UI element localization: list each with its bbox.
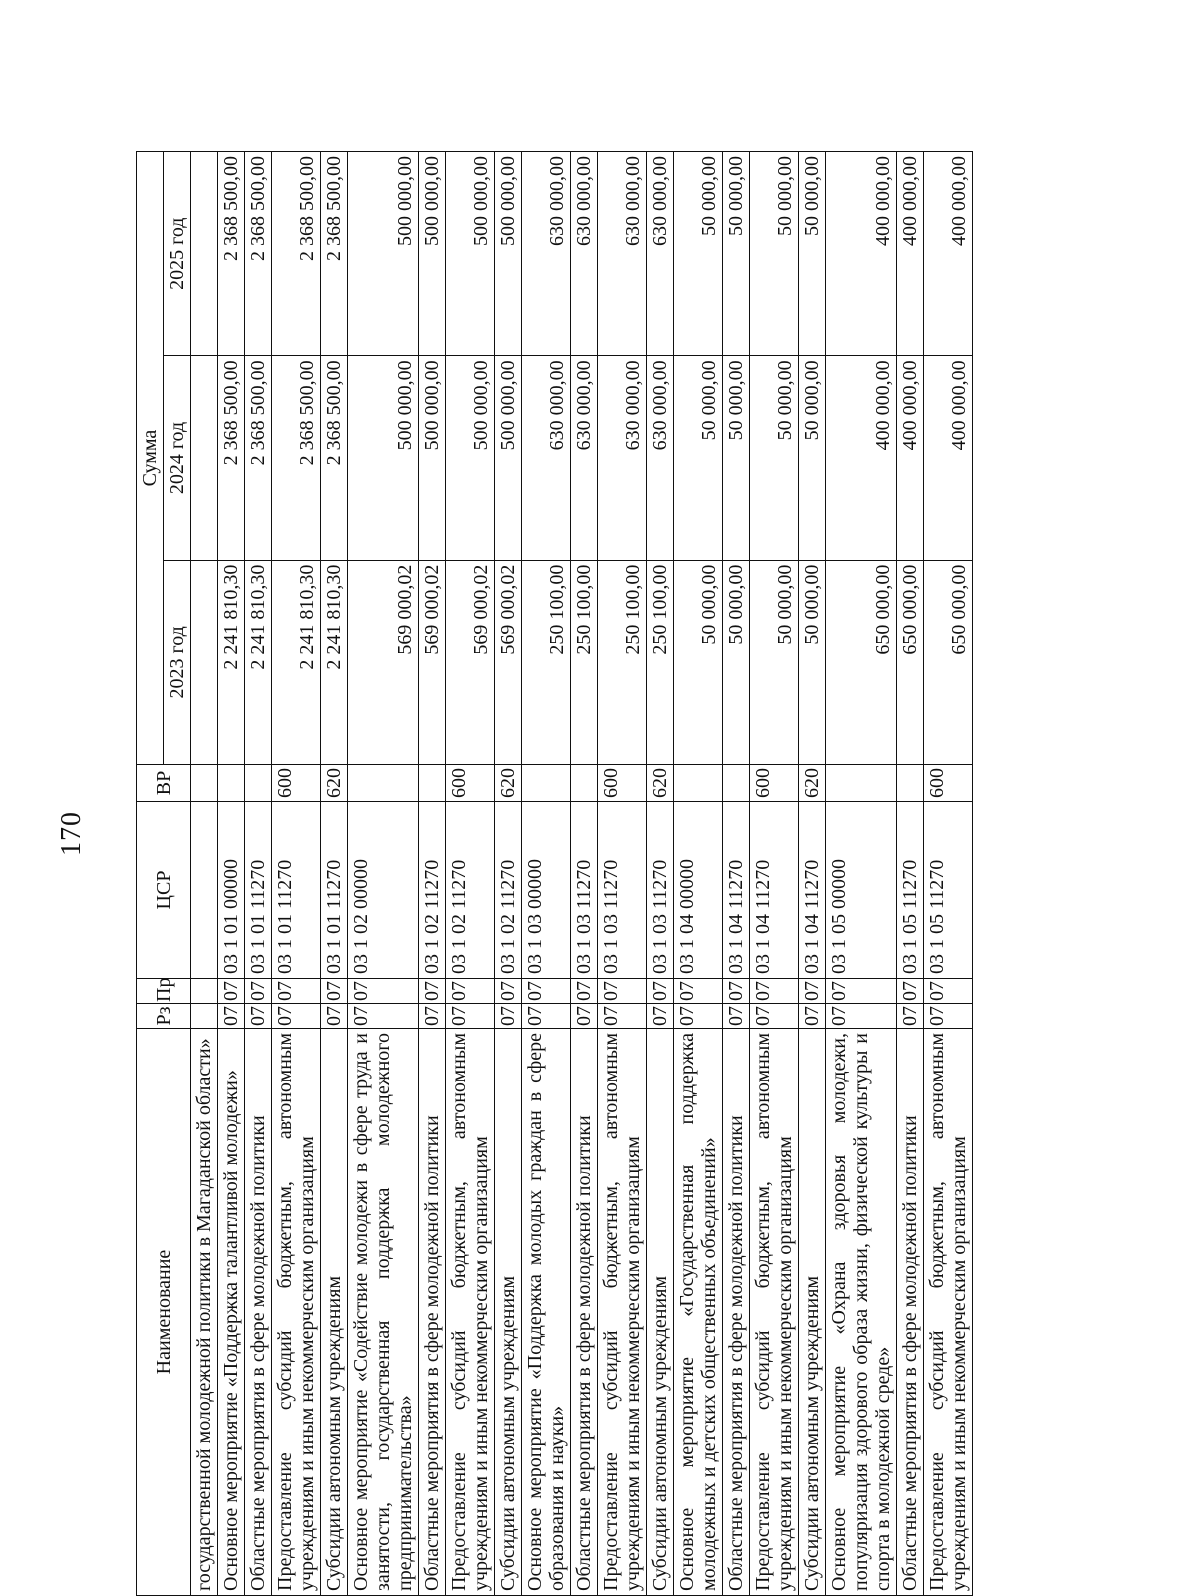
cell-2024: 630 000,00 bbox=[571, 356, 598, 560]
page-number: 170 bbox=[56, 811, 87, 856]
cell-2024: 2 368 500,00 bbox=[272, 356, 321, 560]
cell-vr bbox=[218, 765, 245, 802]
cell-2024: 630 000,00 bbox=[647, 356, 674, 560]
cell-2024: 2 368 500,00 bbox=[245, 356, 272, 560]
cell-2025: 630 000,00 bbox=[571, 152, 598, 356]
cell-name-text: Предоставление субсидий бюджетным, автономным учреждениям и иным некоммерческим организациям bbox=[752, 1033, 796, 1591]
cell-rz: 07 bbox=[419, 1004, 446, 1029]
cell-pr: 07 bbox=[598, 979, 647, 1004]
cell-pr: 07 bbox=[723, 979, 750, 1004]
cell-rz: 07 bbox=[272, 1004, 321, 1029]
cell-2023: 569 000,02 bbox=[419, 560, 446, 764]
table-row bbox=[419, 152, 446, 1596]
table-row bbox=[598, 152, 647, 1596]
cell-pr: 07 bbox=[348, 979, 419, 1004]
cell-2025: 50 000,00 bbox=[723, 152, 750, 356]
cell-vr: 600 bbox=[598, 765, 647, 802]
cell-vr: 620 bbox=[495, 765, 522, 802]
cell-csr: 03 1 03 11270 bbox=[571, 802, 598, 979]
table-row bbox=[522, 152, 571, 1596]
header-2023: 2023 год bbox=[164, 560, 191, 764]
cell-csr: 03 1 03 11270 bbox=[647, 802, 674, 979]
table-row bbox=[723, 152, 750, 1596]
cell-2025: 2 368 500,00 bbox=[245, 152, 272, 356]
header-rz: Рз bbox=[137, 1004, 191, 1029]
cell-vr bbox=[897, 765, 924, 802]
cell-csr: 03 1 03 11270 bbox=[598, 802, 647, 979]
table-body bbox=[191, 152, 973, 1596]
cell-vr bbox=[419, 765, 446, 802]
cell-name bbox=[571, 1029, 598, 1596]
cell-pr: 07 bbox=[218, 979, 245, 1004]
cell-rz: 07 bbox=[897, 1004, 924, 1029]
cell-2025 bbox=[191, 152, 218, 356]
cell-2024: 500 000,00 bbox=[348, 356, 419, 560]
cell-vr: 600 bbox=[750, 765, 799, 802]
table-row bbox=[446, 152, 495, 1596]
cell-csr: 03 1 01 11270 bbox=[272, 802, 321, 979]
cell-2023: 569 000,02 bbox=[495, 560, 522, 764]
cell-name-text: Предоставление субсидий бюджетным, автономным учреждениям и иным некоммерческим организациям bbox=[274, 1033, 318, 1591]
cell-name-text: Основное мероприятие «Поддержка талантливой молодежи» bbox=[220, 1070, 242, 1591]
cell-name bbox=[191, 1029, 218, 1596]
cell-vr: 600 bbox=[446, 765, 495, 802]
cell-pr: 07 bbox=[924, 979, 973, 1004]
cell-2025: 500 000,00 bbox=[495, 152, 522, 356]
cell-csr: 03 1 05 00000 bbox=[826, 802, 897, 979]
cell-vr: 620 bbox=[799, 765, 826, 802]
cell-2023: 50 000,00 bbox=[674, 560, 723, 764]
table-row bbox=[826, 152, 897, 1596]
cell-name bbox=[674, 1029, 723, 1596]
table-row bbox=[348, 152, 419, 1596]
cell-name-text: Областные мероприятия в сфере молодежной политики bbox=[573, 1115, 595, 1591]
cell-csr: 03 1 02 11270 bbox=[419, 802, 446, 979]
cell-2023: 50 000,00 bbox=[723, 560, 750, 764]
cell-2023: 250 100,00 bbox=[647, 560, 674, 764]
table-row bbox=[272, 152, 321, 1596]
cell-2023: 250 100,00 bbox=[598, 560, 647, 764]
cell-2025: 500 000,00 bbox=[419, 152, 446, 356]
cell-name-text: Субсидии автономным учреждениям bbox=[497, 1275, 519, 1591]
cell-name-text: Субсидии автономным учреждениям bbox=[801, 1275, 823, 1591]
cell-name-text: Основное мероприятие «Поддержка молодых граждан в сфере образования и науки» bbox=[524, 1033, 568, 1591]
cell-name-text: Основное мероприятие «Государственная поддержка молодежных и детских общественных объединений» bbox=[676, 1033, 720, 1591]
cell-rz: 07 bbox=[571, 1004, 598, 1029]
cell-2025: 630 000,00 bbox=[598, 152, 647, 356]
cell-pr: 07 bbox=[446, 979, 495, 1004]
cell-vr: 620 bbox=[321, 765, 348, 802]
cell-2023: 250 100,00 bbox=[571, 560, 598, 764]
cell-name bbox=[522, 1029, 571, 1596]
cell-rz: 07 bbox=[218, 1004, 245, 1029]
cell-csr: 03 1 05 11270 bbox=[897, 802, 924, 979]
cell-rz: 07 bbox=[321, 1004, 348, 1029]
cell-2024: 2 368 500,00 bbox=[321, 356, 348, 560]
cell-csr: 03 1 04 00000 bbox=[674, 802, 723, 979]
cell-pr bbox=[191, 979, 218, 1004]
rotated-page bbox=[0, 76, 1200, 1596]
cell-name bbox=[799, 1029, 826, 1596]
cell-pr: 07 bbox=[522, 979, 571, 1004]
cell-name bbox=[924, 1029, 973, 1596]
cell-name bbox=[495, 1029, 522, 1596]
cell-2023: 50 000,00 bbox=[750, 560, 799, 764]
cell-rz: 07 bbox=[348, 1004, 419, 1029]
cell-2024: 400 000,00 bbox=[897, 356, 924, 560]
cell-2025: 50 000,00 bbox=[799, 152, 826, 356]
cell-pr: 07 bbox=[419, 979, 446, 1004]
header-2024: 2024 год bbox=[164, 356, 191, 560]
cell-2024: 500 000,00 bbox=[419, 356, 446, 560]
cell-name-text: Субсидии автономным учреждениям bbox=[323, 1275, 345, 1591]
budget-table bbox=[136, 151, 973, 1596]
cell-name bbox=[348, 1029, 419, 1596]
cell-pr: 07 bbox=[897, 979, 924, 1004]
cell-2025: 50 000,00 bbox=[674, 152, 723, 356]
cell-2025: 2 368 500,00 bbox=[218, 152, 245, 356]
cell-2025: 500 000,00 bbox=[446, 152, 495, 356]
header-pr: Пр bbox=[137, 979, 191, 1004]
cell-csr: 03 1 04 11270 bbox=[723, 802, 750, 979]
cell-csr: 03 1 02 11270 bbox=[446, 802, 495, 979]
cell-2024: 2 368 500,00 bbox=[218, 356, 245, 560]
cell-rz: 07 bbox=[647, 1004, 674, 1029]
cell-2023: 650 000,00 bbox=[897, 560, 924, 764]
cell-name-text: Предоставление субсидий бюджетным, автономным учреждениям и иным некоммерческим организациям bbox=[926, 1033, 970, 1591]
cell-2025: 2 368 500,00 bbox=[272, 152, 321, 356]
cell-2025: 400 000,00 bbox=[897, 152, 924, 356]
cell-name-text: Областные мероприятия в сфере молодежной политики bbox=[725, 1115, 747, 1591]
cell-2024: 50 000,00 bbox=[799, 356, 826, 560]
cell-name-text: Областные мероприятия в сфере молодежной политики bbox=[247, 1115, 269, 1591]
cell-pr: 07 bbox=[674, 979, 723, 1004]
cell-vr: 600 bbox=[924, 765, 973, 802]
table-row bbox=[191, 152, 218, 1596]
cell-2023 bbox=[191, 560, 218, 764]
cell-rz: 07 bbox=[522, 1004, 571, 1029]
cell-csr bbox=[191, 802, 218, 979]
cell-rz: 07 bbox=[598, 1004, 647, 1029]
cell-rz: 07 bbox=[446, 1004, 495, 1029]
cell-name bbox=[321, 1029, 348, 1596]
cell-name bbox=[647, 1029, 674, 1596]
cell-2024 bbox=[191, 356, 218, 560]
cell-2025: 630 000,00 bbox=[647, 152, 674, 356]
table-row bbox=[799, 152, 826, 1596]
cell-rz bbox=[191, 1004, 218, 1029]
cell-pr: 07 bbox=[571, 979, 598, 1004]
cell-name bbox=[723, 1029, 750, 1596]
cell-csr: 03 1 01 00000 bbox=[218, 802, 245, 979]
table-row bbox=[321, 152, 348, 1596]
cell-csr: 03 1 05 11270 bbox=[924, 802, 973, 979]
cell-pr: 07 bbox=[245, 979, 272, 1004]
cell-pr: 07 bbox=[647, 979, 674, 1004]
cell-name bbox=[245, 1029, 272, 1596]
cell-2023: 250 100,00 bbox=[522, 560, 571, 764]
cell-2025: 630 000,00 bbox=[522, 152, 571, 356]
cell-2024: 50 000,00 bbox=[723, 356, 750, 560]
cell-rz: 07 bbox=[826, 1004, 897, 1029]
cell-csr: 03 1 02 11270 bbox=[495, 802, 522, 979]
cell-vr: 600 bbox=[272, 765, 321, 802]
table-row bbox=[495, 152, 522, 1596]
cell-name-text: Предоставление субсидий бюджетным, автономным учреждениям и иным некоммерческим организациям bbox=[600, 1033, 644, 1591]
table-row bbox=[218, 152, 245, 1596]
table-row bbox=[750, 152, 799, 1596]
cell-rz: 07 bbox=[245, 1004, 272, 1029]
cell-vr bbox=[245, 765, 272, 802]
table-row bbox=[245, 152, 272, 1596]
header-vr: ВР bbox=[137, 765, 191, 802]
cell-2025: 400 000,00 bbox=[826, 152, 897, 356]
cell-name bbox=[750, 1029, 799, 1596]
cell-rz: 07 bbox=[924, 1004, 973, 1029]
cell-2023: 2 241 810,30 bbox=[321, 560, 348, 764]
cell-pr: 07 bbox=[750, 979, 799, 1004]
table-row bbox=[647, 152, 674, 1596]
cell-vr bbox=[674, 765, 723, 802]
cell-name-text: Предоставление субсидий бюджетным, автономным учреждениям и иным некоммерческим организациям bbox=[448, 1033, 492, 1591]
cell-pr: 07 bbox=[799, 979, 826, 1004]
cell-vr bbox=[348, 765, 419, 802]
cell-2024: 400 000,00 bbox=[924, 356, 973, 560]
header-sum: Сумма bbox=[137, 152, 164, 765]
header-name: Наименование bbox=[137, 1029, 191, 1596]
cell-rz: 07 bbox=[495, 1004, 522, 1029]
cell-2023: 2 241 810,30 bbox=[245, 560, 272, 764]
table-row bbox=[924, 152, 973, 1596]
cell-name-text: Основное мероприятие «Охрана здоровья молодежи, популяризация здорового образа жизни, физической культуры и спорта в молодежной среде» bbox=[828, 1033, 894, 1591]
cell-2023: 569 000,02 bbox=[446, 560, 495, 764]
cell-pr: 07 bbox=[495, 979, 522, 1004]
cell-2023: 2 241 810,30 bbox=[272, 560, 321, 764]
cell-2023: 50 000,00 bbox=[799, 560, 826, 764]
cell-2024: 50 000,00 bbox=[750, 356, 799, 560]
cell-2023: 650 000,00 bbox=[924, 560, 973, 764]
cell-name bbox=[272, 1029, 321, 1596]
cell-name-text: Субсидии автономным учреждениям bbox=[649, 1275, 671, 1591]
header-2025: 2025 год bbox=[164, 152, 191, 356]
cell-csr: 03 1 01 11270 bbox=[321, 802, 348, 979]
table-row bbox=[897, 152, 924, 1596]
cell-2023: 569 000,02 bbox=[348, 560, 419, 764]
cell-name bbox=[598, 1029, 647, 1596]
cell-pr: 07 bbox=[272, 979, 321, 1004]
cell-csr: 03 1 04 11270 bbox=[750, 802, 799, 979]
cell-vr bbox=[191, 765, 218, 802]
cell-name bbox=[826, 1029, 897, 1596]
cell-2024: 500 000,00 bbox=[495, 356, 522, 560]
cell-2023: 650 000,00 bbox=[826, 560, 897, 764]
cell-2024: 630 000,00 bbox=[598, 356, 647, 560]
cell-rz: 07 bbox=[674, 1004, 723, 1029]
cell-rz: 07 bbox=[750, 1004, 799, 1029]
cell-csr: 03 1 03 00000 bbox=[522, 802, 571, 979]
cell-csr: 03 1 01 11270 bbox=[245, 802, 272, 979]
cell-rz: 07 bbox=[799, 1004, 826, 1029]
cell-vr bbox=[826, 765, 897, 802]
cell-csr: 03 1 02 00000 bbox=[348, 802, 419, 979]
cell-vr: 620 bbox=[647, 765, 674, 802]
cell-vr bbox=[522, 765, 571, 802]
cell-2025: 50 000,00 bbox=[750, 152, 799, 356]
cell-vr bbox=[723, 765, 750, 802]
cell-rz: 07 bbox=[723, 1004, 750, 1029]
cell-name-text: государственной молодежной политики в Магаданской области» bbox=[193, 1038, 215, 1591]
cell-name bbox=[897, 1029, 924, 1596]
cell-name bbox=[419, 1029, 446, 1596]
cell-pr: 07 bbox=[321, 979, 348, 1004]
table-row bbox=[571, 152, 598, 1596]
cell-name-text: Областные мероприятия в сфере молодежной политики bbox=[899, 1115, 921, 1591]
header-row-1 bbox=[137, 152, 164, 1596]
cell-2025: 400 000,00 bbox=[924, 152, 973, 356]
cell-2024: 500 000,00 bbox=[446, 356, 495, 560]
cell-2024: 630 000,00 bbox=[522, 356, 571, 560]
cell-name-text: Основное мероприятие «Содействие молодежи в сфере труда и занятости, государственная поддержка молодежного предпринимательства» bbox=[350, 1033, 416, 1591]
cell-name-text: Областные мероприятия в сфере молодежной политики bbox=[421, 1115, 443, 1591]
cell-vr bbox=[571, 765, 598, 802]
cell-2025: 500 000,00 bbox=[348, 152, 419, 356]
cell-csr: 03 1 04 11270 bbox=[799, 802, 826, 979]
header-csr: ЦСР bbox=[137, 802, 191, 979]
table-row bbox=[674, 152, 723, 1596]
cell-2023: 2 241 810,30 bbox=[218, 560, 245, 764]
cell-name bbox=[446, 1029, 495, 1596]
cell-name bbox=[218, 1029, 245, 1596]
cell-pr: 07 bbox=[826, 979, 897, 1004]
cell-2025: 2 368 500,00 bbox=[321, 152, 348, 356]
cell-2024: 50 000,00 bbox=[674, 356, 723, 560]
cell-2024: 400 000,00 bbox=[826, 356, 897, 560]
